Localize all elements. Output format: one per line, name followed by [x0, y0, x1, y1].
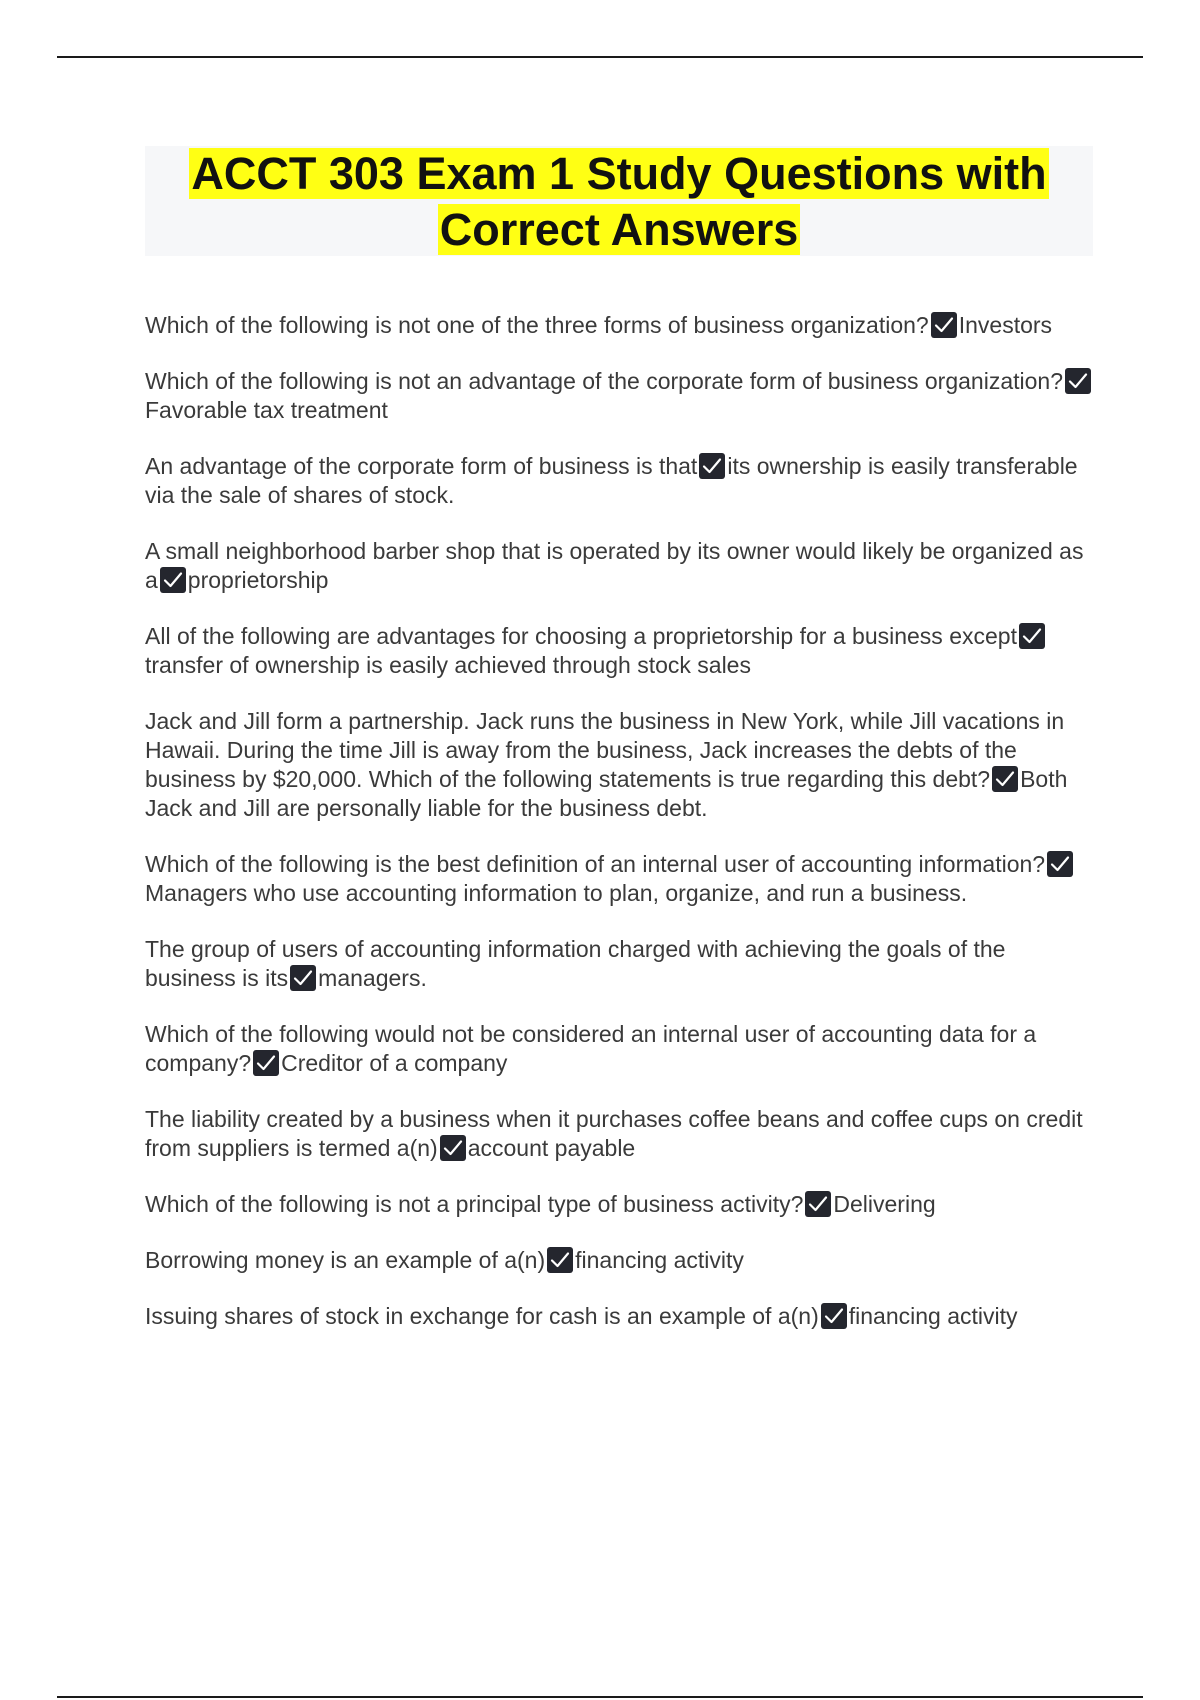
question-text: Which of the following is not one of the three forms of business organization? [145, 312, 929, 338]
qa-list [145, 311, 1093, 1358]
qa-item [145, 1302, 1093, 1331]
qa-item [145, 1246, 1093, 1275]
qa-item [145, 367, 1093, 425]
check-mark-icon [805, 1191, 831, 1217]
answer-text: Creditor of a company [281, 1050, 508, 1076]
question-text: The liability created by a business when it purchases coffee beans and coffee cups on credit from suppliers is termed a(n) [145, 1106, 1083, 1161]
answer-text: transfer of ownership is easily achieved through stock sales [145, 652, 751, 678]
answer-text: its ownership is easily transferable via the sale of shares of stock. [145, 453, 1078, 508]
answer-text: Both Jack and Jill are personally liable for the business debt. [145, 766, 1068, 821]
check-mark-icon [440, 1135, 466, 1161]
answer-text: proprietorship [187, 567, 329, 593]
check-mark-icon [290, 965, 316, 991]
qa-item [145, 850, 1093, 908]
question-text: Which of the following is the best definition of an internal user of accounting information? [145, 851, 1046, 877]
qa-item [145, 1190, 1093, 1219]
question-text: Borrowing money is an example of a(n) [145, 1247, 546, 1273]
question-text: Issuing shares of stock in exchange for cash is an example of a(n) [145, 1303, 819, 1329]
question-text: Which of the following is not a principal type of business activity? [145, 1191, 804, 1217]
qa-item [145, 1105, 1093, 1163]
answer-text: financing activity [575, 1247, 744, 1273]
question-text: Which of the following is not an advantage of the corporate form of business organization? [145, 368, 1063, 394]
top-divider [57, 56, 1143, 58]
question-text: Which of the following would not be considered an internal user of accounting data for a company? [145, 1021, 1037, 1076]
answer-text: managers. [318, 965, 427, 991]
qa-item [145, 622, 1093, 680]
bottom-divider [57, 1696, 1143, 1698]
qa-item [145, 707, 1093, 823]
check-mark-icon [160, 567, 186, 593]
page-title: ACCT 303 Exam 1 Study Questions with Correct Answers [191, 148, 1047, 255]
answer-text: account payable [467, 1135, 636, 1161]
answer-text: Managers who use accounting information to plan, organize, and run a business. [145, 880, 968, 906]
check-mark-icon [1065, 368, 1091, 394]
question-text: All of the following are advantages for choosing a proprietorship for a business except [145, 623, 1017, 649]
check-mark-icon [821, 1303, 847, 1329]
check-mark-icon [547, 1247, 573, 1273]
qa-item [145, 935, 1093, 993]
check-mark-icon [1047, 851, 1073, 877]
check-mark-icon [699, 453, 725, 479]
question-text: Jack and Jill form a partnership. Jack runs the business in New York, while Jill vacations in Hawaii. During the time Jill is away from the business, Jack increases the debts of the business by $20,000. Which of the following statements is true regarding this debt? [145, 708, 1065, 792]
question-text: An advantage of the corporate form of business is that [145, 453, 698, 479]
question-text: A small neighborhood barber shop that is operated by its owner would likely be organized as a [145, 538, 1084, 593]
qa-item [145, 311, 1093, 340]
check-mark-icon [992, 766, 1018, 792]
check-mark-icon [931, 312, 957, 338]
qa-item [145, 1020, 1093, 1078]
check-mark-icon [1019, 623, 1045, 649]
answer-text: financing activity [848, 1303, 1018, 1329]
qa-item [145, 537, 1093, 595]
qa-item [145, 452, 1093, 510]
question-text: The group of users of accounting information charged with achieving the goals of the business is its [145, 936, 1006, 991]
check-mark-icon [253, 1050, 279, 1076]
title-block [145, 146, 1093, 256]
answer-text: Favorable tax treatment [145, 397, 388, 423]
answer-text: Investors [958, 312, 1053, 338]
answer-text: Delivering [833, 1191, 936, 1217]
